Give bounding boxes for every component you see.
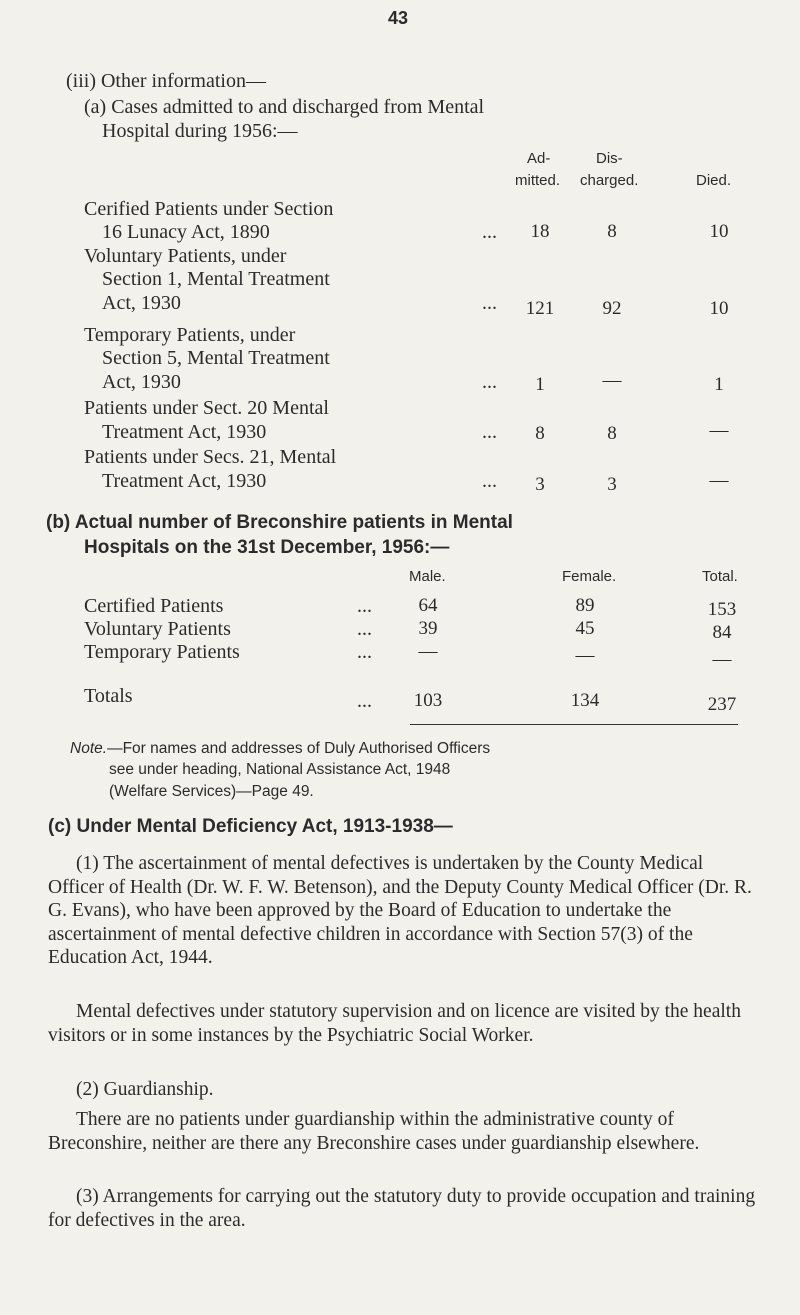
table-a-row2-died: 10 [709, 298, 729, 319]
table-b-row3-male: — [418, 641, 438, 662]
table-a-row3-admitted: 1 [535, 374, 545, 395]
table-b-row1-label: Certified Patients [84, 595, 224, 617]
table-a-row3-died: 1 [714, 374, 724, 395]
note-prefix: Note. [70, 740, 108, 757]
table-a-row4-label: Patients under Sect. 20 Mental [84, 397, 329, 419]
table-a-row5-admitted: 3 [535, 474, 545, 495]
table-a-row5-label: Patients under Secs. 21, Mental [84, 446, 337, 468]
section-iii-heading: (iii) Other information— [66, 70, 266, 92]
table-a-row4-died: — [709, 420, 729, 441]
sub-c-para2: Mental defectives under statutory supervision and on licence are visited by the health visitors or in some instances by the Psychiatric Social Worker. [48, 1001, 741, 1046]
table-a-row2-dots: ... [482, 292, 497, 314]
table-b-row1-total: 153 [707, 599, 737, 620]
note-line2: see under heading, National Assistance Act, 1948 [109, 761, 451, 778]
table-b-totals-label: Totals [84, 685, 133, 707]
table-b-row3-label: Temporary Patients [84, 641, 240, 663]
sub-c-para3: (2) Guardianship. [76, 1079, 214, 1100]
table-a-row2-label: Voluntary Patients, under [84, 245, 287, 267]
table-a-row1-label: Cerified Patients under Section [84, 198, 334, 220]
table-b-row1-dots: ... [357, 595, 372, 617]
table-b-row2-female: 45 [575, 618, 595, 639]
table-a-row5-dots: ... [482, 470, 497, 492]
table-b-totals-total: 237 [707, 694, 737, 715]
table-a-row5-label: Treatment Act, 1930 [102, 470, 267, 492]
table-a-row1-dots: ... [482, 221, 497, 243]
col-admitted-2: mitted. [515, 172, 561, 189]
table-b-row2-total: 84 [712, 622, 732, 643]
table-a-row3-label: Temporary Patients, under [84, 324, 296, 346]
table-a-row5-died: — [709, 470, 729, 491]
table-b-totals-female: 134 [570, 690, 600, 711]
table-a-row3-dots: ... [482, 371, 497, 393]
note-line1 [70, 738, 490, 759]
table-b-row2-dots: ... [357, 618, 372, 640]
table-a-row4-label: Treatment Act, 1930 [102, 421, 267, 443]
table-b-row2-label: Voluntary Patients [84, 618, 231, 640]
sub-b-line1: (b) Actual number of Breconshire patients in Mental [46, 512, 513, 533]
table-a-row1-died: 10 [709, 221, 729, 242]
page-number: 43 [388, 8, 409, 28]
col-female: Female. [562, 568, 617, 585]
sub-c-heading: (c) Under Mental Deficiency Act, 1913-1938— [48, 816, 453, 837]
sub-c-para5: (3) Arrangements for carrying out the statutory duty to provide occupation and training for defectives in the area. [48, 1186, 756, 1231]
note-text-line1: —For names and addresses of Duly Authorised Officers [107, 740, 491, 757]
table-a-row5-discharged: 3 [607, 474, 617, 495]
table-a-row3-label: Section 5, Mental Treatment [102, 347, 330, 369]
table-b-row1-male: 64 [418, 595, 438, 616]
table-b-row3-female: — [575, 645, 595, 666]
table-a-row2-discharged: 92 [602, 298, 622, 319]
col-total: Total. [702, 568, 738, 585]
table-a-row4-dots: ... [482, 421, 497, 443]
col-admitted-1: Ad- [527, 150, 551, 167]
table-b-row3-dots: ... [357, 641, 372, 663]
table-a-row4-discharged: 8 [607, 423, 617, 444]
sub-c-para4: There are no patients under guardianship within the administrative county of Breconshire, neither are there any Breconshire cases under guardianship elsewhere. [48, 1109, 700, 1154]
col-discharged-2: charged. [580, 172, 639, 189]
table-a-row1-discharged: 8 [607, 221, 617, 242]
sub-b-line2: Hospitals on the 31st December, 1956:— [84, 537, 450, 558]
note-line3: (Welfare Services)—Page 49. [109, 783, 314, 800]
table-b-totals-male: 103 [413, 690, 443, 711]
sub-a-line2: Hospital during 1956:— [102, 120, 298, 142]
table-a-row1-label: 16 Lunacy Act, 1890 [102, 221, 270, 243]
table-a-row2-label: Act, 1930 [102, 292, 181, 314]
table-a-row3-label: Act, 1930 [102, 371, 181, 393]
table-a-row1-admitted: 18 [530, 221, 550, 242]
col-died: Died. [696, 172, 732, 189]
table-b-row2-male: 39 [418, 618, 438, 639]
table-a-row2-admitted: 121 [525, 298, 555, 319]
col-discharged-1: Dis- [596, 150, 623, 167]
table-a-row4-admitted: 8 [535, 423, 545, 444]
table-b-totals-dots: ... [357, 690, 372, 712]
table-b-row1-female: 89 [575, 595, 595, 616]
totals-rule [410, 724, 738, 725]
col-male: Male. [409, 568, 446, 585]
table-b-row3-total: — [712, 649, 732, 670]
table-a-row3-discharged: — [602, 370, 622, 391]
sub-a-line1: (a) Cases admitted to and discharged from Mental [84, 96, 485, 118]
sub-c-para1: (1) The ascertainment of mental defectives is undertaken by the County Medical Officer of Health (Dr. W. F. W. Betenson), and the Deputy County Medical Officer (Dr. R. G. Evans), who have been approved by the Board of Education to undertake the ascertainment of mental defective children in accordance with Section 57(3) of the Education Act, 1944. [48, 853, 752, 968]
table-a-row2-label: Section 1, Mental Treatment [102, 268, 330, 290]
